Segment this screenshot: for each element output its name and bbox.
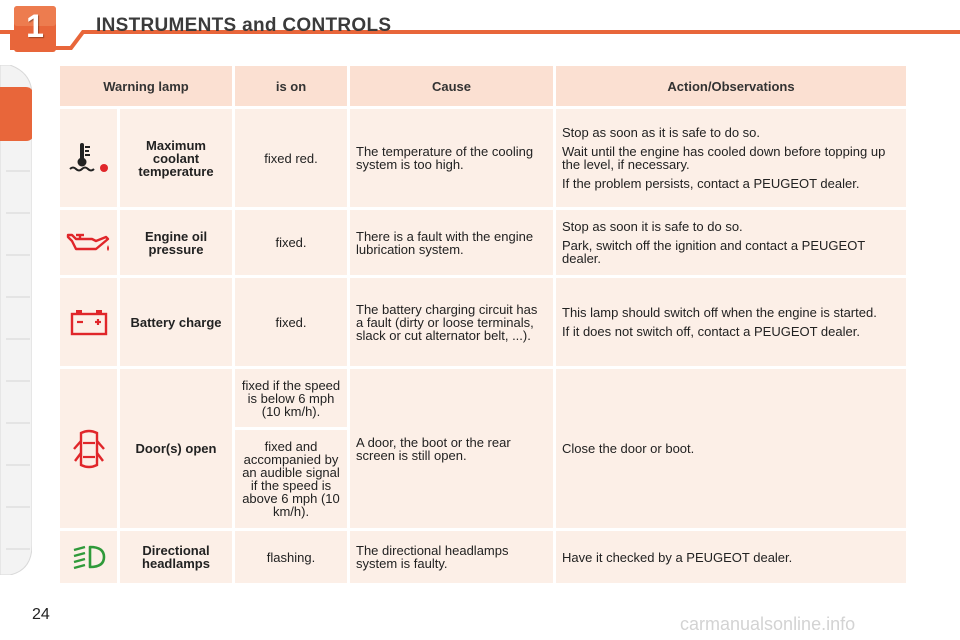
table-row: [60, 369, 906, 427]
action-text: Stop as soon it is safe to do so.: [562, 219, 743, 234]
chapter-number: 1: [26, 8, 44, 44]
chapter-tab-rail: [0, 65, 32, 575]
page-title: INSTRUMENTS and CONTROLS: [96, 15, 392, 36]
lamp-is-on: fixed.: [235, 278, 347, 366]
lamp-is-on: flashing.: [235, 531, 347, 583]
lamp-cause: The temperature of the cooling system is too high.: [350, 109, 553, 207]
lamp-icon-cell: [60, 210, 117, 275]
lamp-is-on: fixed.: [235, 210, 347, 275]
table-row: [60, 531, 906, 583]
lamp-cause: The directional headlamps system is faulty.: [350, 531, 553, 583]
lamp-action: [556, 278, 906, 366]
action-text: Wait until the engine has cooled down before topping up the level, if necessary.: [562, 144, 886, 172]
lamp-name: Engine oil pressure: [120, 210, 232, 275]
oil-can-icon: [66, 231, 112, 255]
lamp-is-on: fixed if the speed is below 6 mph (10 km/h).: [235, 369, 347, 427]
lamp-cause: There is a fault with the engine lubrication system.: [350, 210, 553, 275]
lamp-name: Door(s) open: [120, 369, 232, 528]
lamp-cause: The battery charging circuit has a fault (dirty or loose terminals, slack or cut alternator belt, ...).: [350, 278, 553, 366]
lamp-name: Battery charge: [120, 278, 232, 366]
lamp-icon-cell: [60, 369, 117, 528]
watermark: carmanualsonline.info: [680, 614, 856, 634]
lamp-action: [556, 109, 906, 207]
warning-lamp-table: [57, 63, 909, 586]
lamp-action: [556, 369, 906, 528]
column-header-cause: Cause: [350, 66, 553, 106]
action-text: If it does not switch off, contact a PEUGEOT dealer.: [562, 324, 860, 339]
lamp-icon-cell: [60, 531, 117, 583]
action-text: If the problem persists, contact a PEUGEOT dealer.: [562, 176, 860, 191]
lamp-name: Directional headlamps: [120, 531, 232, 583]
table-header-row: [60, 66, 906, 106]
action-text: Have it checked by a PEUGEOT dealer.: [562, 549, 793, 565]
column-header-is-on: is on: [235, 66, 347, 106]
lamp-action: [556, 531, 906, 583]
column-header-warning-lamp: Warning lamp: [60, 66, 232, 106]
lamp-icon-cell: [60, 109, 117, 207]
battery-icon: [69, 308, 109, 336]
action-text: This lamp should switch off when the engine is started.: [562, 305, 877, 320]
table-row: [60, 278, 906, 366]
lamp-action: [556, 210, 906, 275]
action-text: Park, switch off the ignition and contact a PEUGEOT dealer.: [562, 238, 866, 266]
lamp-cause: A door, the boot or the rear screen is still open.: [350, 369, 553, 528]
table-row: [60, 210, 906, 275]
lamp-name: Maximum coolant temperature: [120, 109, 232, 207]
door-open-icon: [72, 429, 106, 469]
action-text: Stop as soon as it is safe to do so.: [562, 125, 761, 140]
column-header-action: Action/Observations: [556, 66, 906, 106]
coolant-temperature-icon: [68, 141, 110, 175]
page-number: 24: [32, 606, 50, 623]
lamp-icon-cell: [60, 278, 117, 366]
action-text: Close the door or boot.: [562, 441, 695, 456]
table-row: [60, 109, 906, 207]
lamp-is-on: fixed red.: [235, 109, 347, 207]
lamp-is-on: fixed and accompanied by an audible signal if the speed is above 6 mph (10 km/h).: [235, 430, 347, 528]
headlamp-icon: [70, 544, 108, 570]
